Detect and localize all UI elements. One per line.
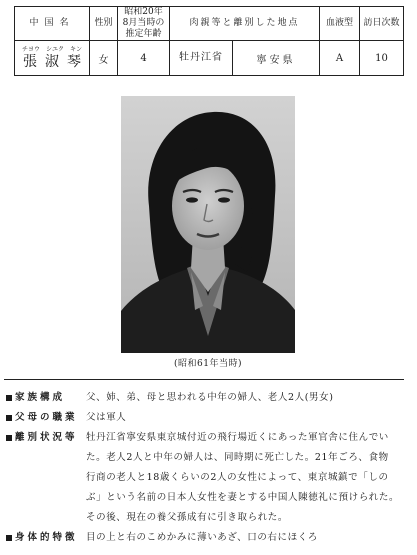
detail-row-parents-job	[6, 408, 404, 428]
detail-line: 行商の老人と18歳くらいの2人の女性によって、東京城鎮で「しの	[86, 472, 389, 483]
header-age-line1: 昭和20年	[124, 7, 163, 17]
header-age-line2: 8月当時の	[122, 18, 165, 28]
place-province: 牡丹江省	[170, 41, 233, 75]
detail-line: 目の上と右のこめかみに薄いあざ、口の右にほくろ	[86, 532, 318, 543]
detail-line: た。老人2人と中年の婦人は、同時期に死亡した。21年ごろ、食物	[86, 452, 389, 463]
header-chinese-name: 中国名	[15, 7, 90, 41]
photo-caption: (昭和61年当時)	[174, 359, 242, 369]
detail-value	[86, 388, 404, 408]
detail-line: 父、姉、弟、母と思われる中年の婦人、老人2人(男女)	[86, 392, 334, 403]
info-table	[14, 6, 404, 76]
place-cell	[170, 41, 320, 76]
info-table-header-row	[15, 7, 404, 41]
detail-label: 家族構成	[6, 388, 86, 408]
furigana-3: キン	[70, 46, 82, 53]
detail-label: 父母の職業	[6, 408, 86, 428]
age-value: 4	[118, 41, 170, 76]
detail-value	[86, 428, 404, 528]
bullet-square-icon	[6, 395, 12, 401]
header-separation-place: 肉親等と離別した地点	[170, 7, 320, 41]
detail-value	[86, 528, 404, 548]
name-char-1: 張	[23, 54, 37, 70]
header-visit-count: 訪日次数	[360, 7, 404, 41]
name-char-3: 琴	[67, 54, 81, 70]
sex-value: 女	[90, 41, 118, 76]
blood-type-value: A	[320, 41, 360, 76]
place-city: 寧安県	[256, 54, 296, 66]
detail-line: 牡丹江省寧安県東京城付近の飛行場近くにあった軍官舎に住んでい	[86, 432, 389, 443]
bullet-square-icon	[6, 535, 12, 541]
detail-label: 身体的特徴	[6, 528, 86, 548]
header-age-line3: 推定年齢	[125, 29, 162, 39]
detail-line: ぶ」という名前の日本人女性を妻とする中国人陳徳礼に預けられた。	[86, 492, 400, 503]
portrait-photo	[121, 96, 295, 353]
header-estimated-age	[118, 7, 170, 41]
bullet-square-icon	[6, 415, 12, 421]
detail-line: その後、現在の養父孫成有に引き取られた。	[86, 512, 289, 523]
detail-row-separation	[6, 428, 404, 528]
chinese-name-cell	[15, 41, 90, 76]
visit-count-value: 10	[360, 41, 404, 76]
detail-label: 離別状況等	[6, 428, 86, 448]
furigana-2: シユク	[46, 46, 65, 53]
info-table-data-row	[15, 41, 404, 76]
name-char-2: 淑	[45, 54, 59, 70]
details-section	[6, 388, 404, 548]
furigana-1: チヨウ	[22, 46, 41, 53]
name-furigana	[15, 46, 89, 53]
section-divider	[4, 379, 404, 380]
detail-row-physical	[6, 528, 404, 548]
detail-value	[86, 408, 404, 428]
bullet-square-icon	[6, 435, 12, 441]
detail-row-family	[6, 388, 404, 408]
header-blood-type: 血液型	[320, 7, 360, 41]
name-kanji	[15, 54, 89, 70]
header-sex: 性別	[90, 7, 118, 41]
detail-line: 父は軍人	[86, 412, 127, 423]
